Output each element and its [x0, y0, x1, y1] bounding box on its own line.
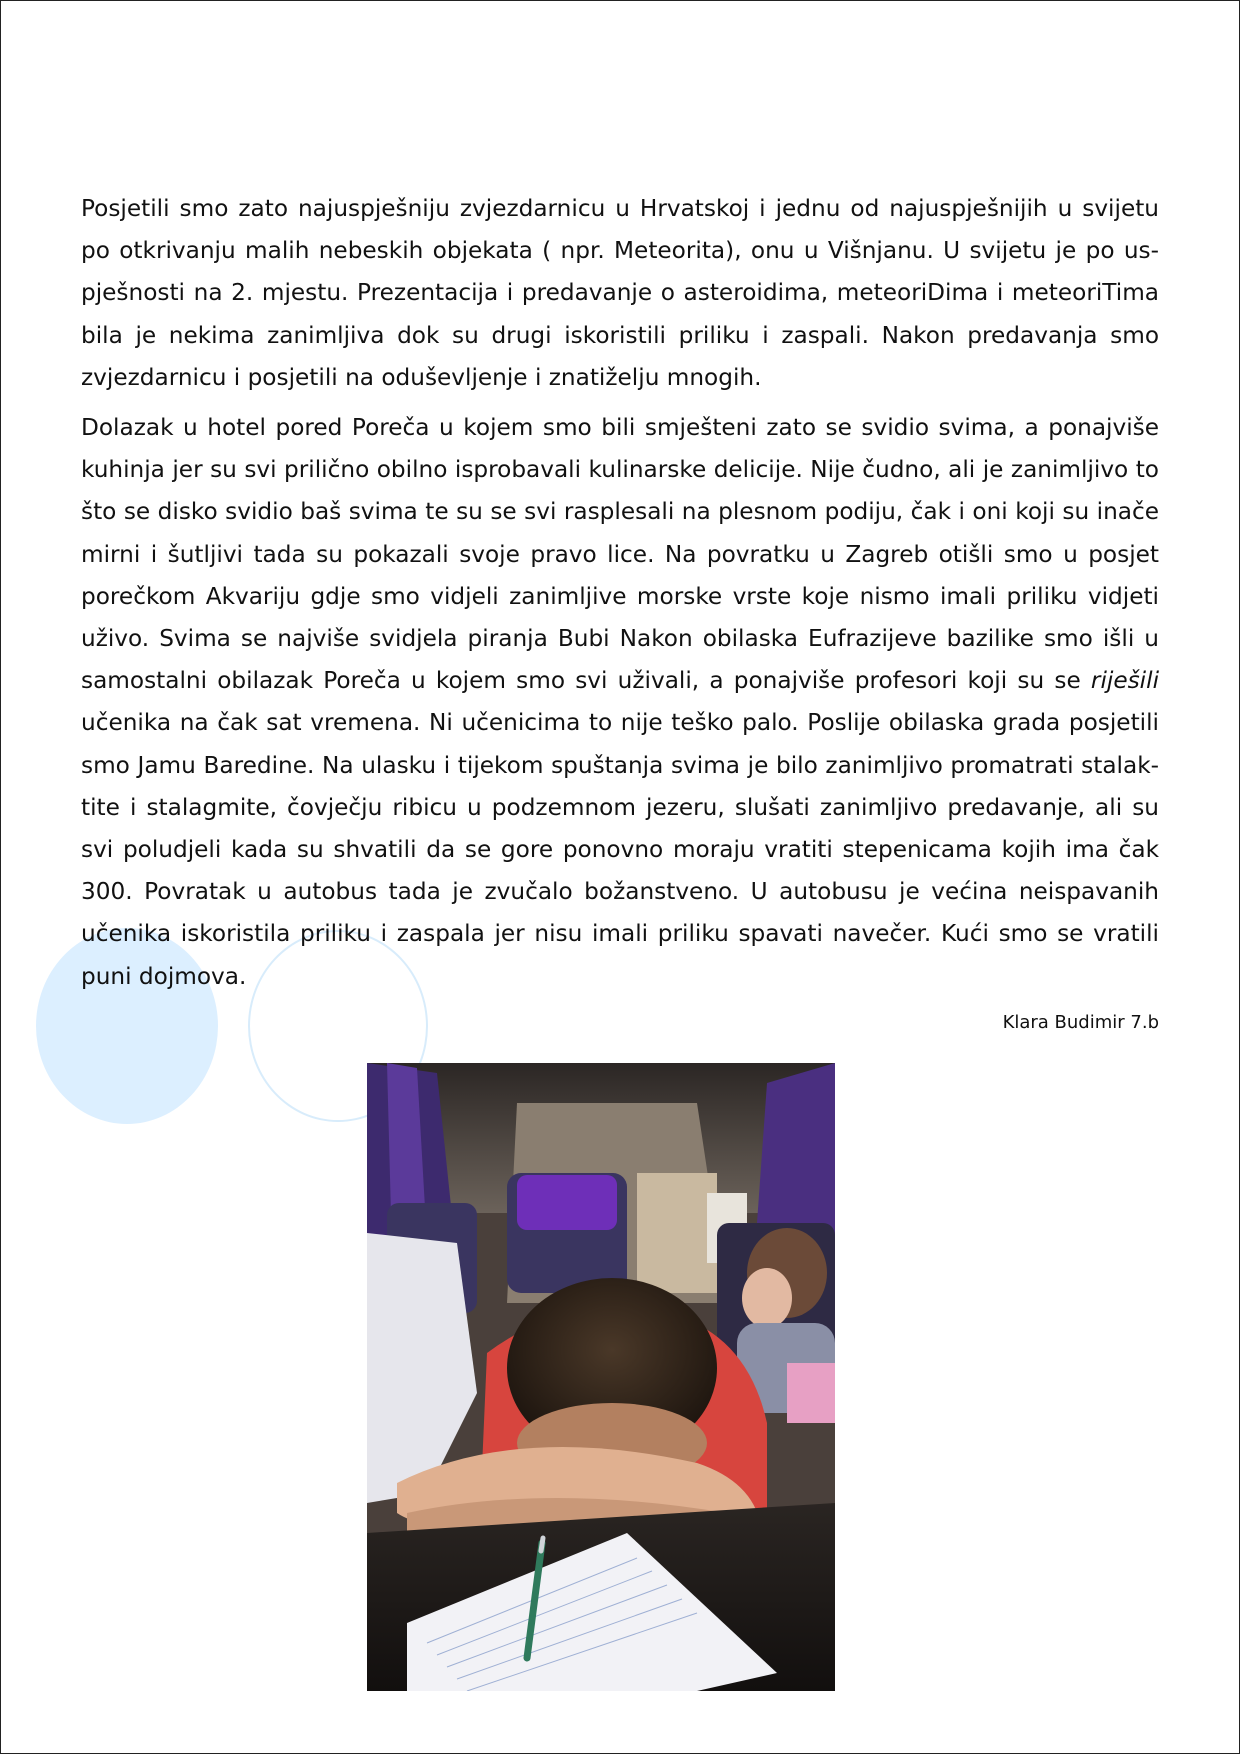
- article-body: [81, 188, 1159, 1006]
- photo-sleeping-student-on-bus: [367, 1063, 835, 1691]
- paragraph-2-text-a: Dolazak u hotel pored Poreča u kojem smo bili smješteni zato se svidio svima, a ponajviše kuhinja jer su svi prilično obilno isprobavali kulinarske delicije. Nije čudno, ali je zanimljivo to što se disko svidio baš svima te su se svi rasplesali na plesnom podiju, čak i oni koji su inače mirni i šutljivi tada su pokazali svoje pravo lice. Na povratku u Zagreb otišli smo u posjet porečkom Akvariju gdje smo vidjeli zanimljive morske vrste koje nismo imali priliku vidjeti uživo. Svima se najviše svidjela piranja Bubi Nakon obilaska Eufrazijeve bazilike smo išli u samostalni obilazak Poreča u kojem smo svi uživali, a ponajviše profesori koji su se: [81, 414, 1159, 695]
- article-paragraph-2: [81, 407, 1159, 998]
- paragraph-2-text-b: učenika na čak sat vremena. Ni učenicima to nije teško palo. Poslije obilaska grada posjetili smo Jamu Baredine. Na ulasku i tijekom spuštanja svima je bilo zanimljivo promatrati stalaktite i stalagmite, čovječju ribicu u podzemnom jezeru, slušati zanimljivo predavanje, ali su svi poludjeli kada su shvatili da se gore ponovno moraju vratiti stepenicama kojih ima čak 300. Povratak u autobus tada je zvučalo božanstveno. U autobusu je većina neispavanih učenika iskoristila priliku i zaspala jer nisu imali priliku spavati navečer. Kući smo se vratili puni dojmova.: [81, 709, 1159, 990]
- photo-illustration: [367, 1063, 835, 1691]
- author-signature: Klara Budimir 7.b: [1002, 1012, 1159, 1033]
- article-paragraph-1: Posjetili smo zato najuspješniju zvjezdarnicu u Hrvatskoj i jednu od najuspješnijih u svijetu po otkrivanju malih nebeskih objekata ( npr. Meteorita), onu u Višnjanu. U svijetu je po uspješnosti na 2. mjestu. Prezentacija i predavanje o asteroidima, meteoriDima i meteoriTima bila je nekima zanimljiva dok su drugi iskoristili priliku i zaspali. Nakon predavanja smo zvjezdarnicu i posjetili na oduševljenje i znatiželju mnogih.: [81, 195, 1159, 391]
- paragraph-2-italic-word: riješili: [1090, 667, 1160, 695]
